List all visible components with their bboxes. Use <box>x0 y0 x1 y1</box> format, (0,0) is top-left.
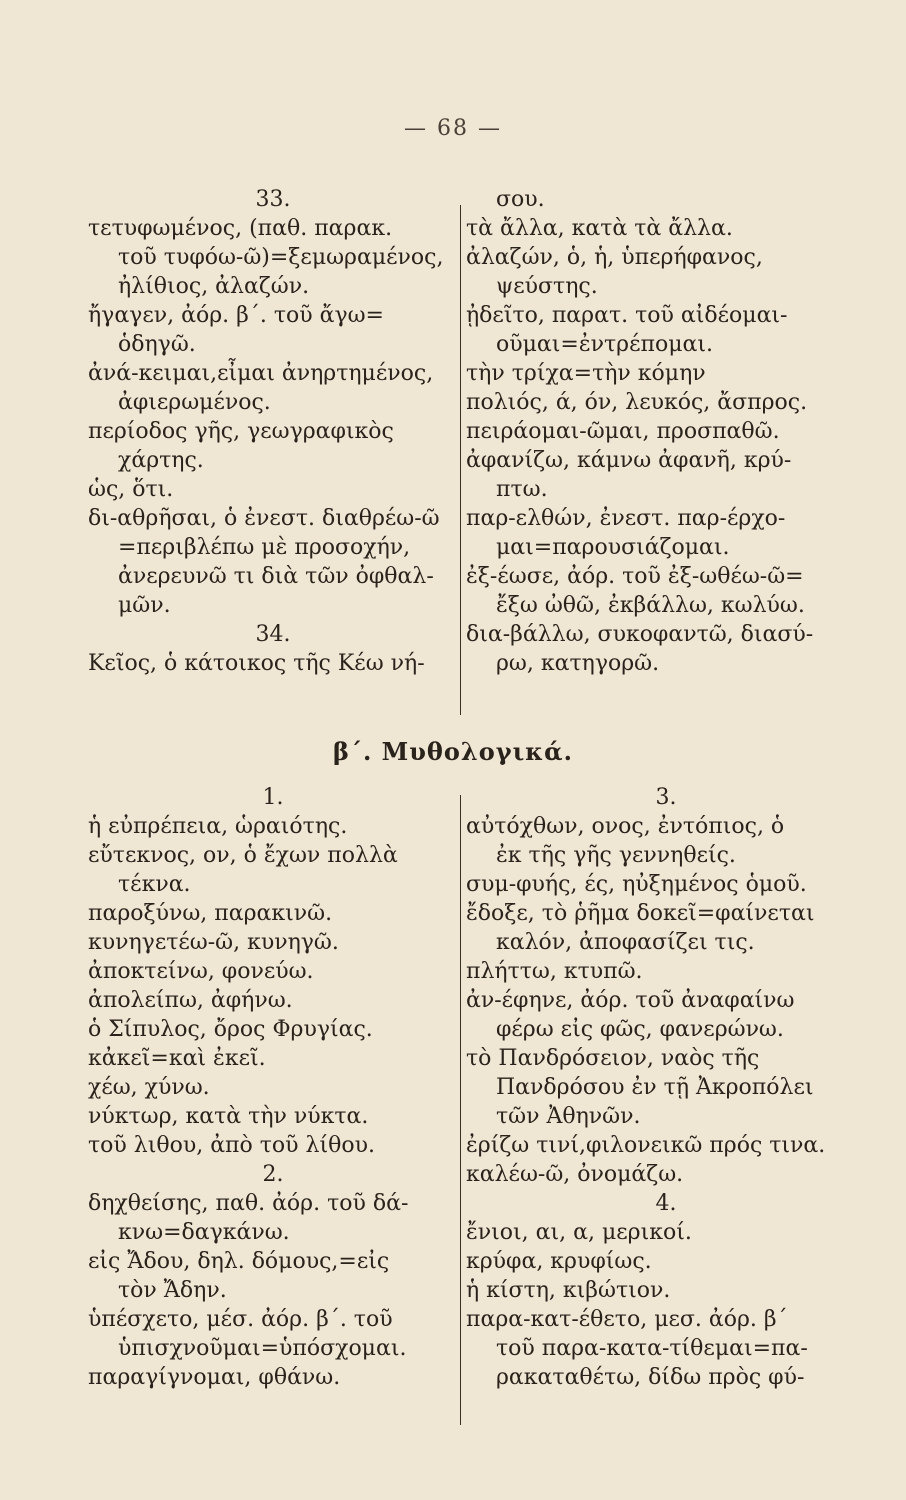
entry-number: 4. <box>655 1191 677 1216</box>
bottom-left-column <box>88 783 458 1392</box>
glossary-line: εὔτεκνος, ον, ὁ ἔχων πολλὰ <box>88 843 398 868</box>
entry-number: 33. <box>255 187 291 212</box>
section-heading: β΄. Μυθολογικά. <box>333 737 573 766</box>
glossary-line: τὰ ἄλλα, κατὰ τὰ ἄλλα. <box>466 216 733 241</box>
glossary-line: σου. <box>496 187 545 212</box>
glossary-line: τὴν τρίχα=τὴν κόμην <box>466 361 706 386</box>
bottom-right-column <box>466 783 866 1392</box>
glossary-line: ὁδηγῶ. <box>118 332 196 357</box>
glossary-line: ὑπέσχετο, μέσ. ἀόρ. β΄. τοῦ <box>88 1307 393 1332</box>
glossary-line: παροξύνω, παρακινῶ. <box>88 901 333 926</box>
glossary-line: τετυφωμένος, (παθ. παρακ. <box>88 216 393 241</box>
glossary-line: κνω=δαγκάνω. <box>118 1220 290 1245</box>
glossary-line: ἐκ τῆς γῆς γεννηθείς. <box>496 843 736 868</box>
glossary-line: συμ-φυής, ές, ηὐξημένος ὁμοῦ. <box>466 872 807 897</box>
glossary-line: ἡ κίστη, κιβώτιον. <box>466 1278 671 1303</box>
glossary-line: παρα-κατ-έθετο, μεσ. ἀόρ. β΄ <box>466 1307 788 1332</box>
glossary-line: μῶν. <box>118 593 171 618</box>
glossary-line: πολιός, ά, όν, λευκός, ἄσπρος. <box>466 390 808 415</box>
glossary-line: τὸν Ἄδην. <box>118 1278 227 1303</box>
column-divider-top <box>460 205 461 715</box>
glossary-line: ἀφιερωμένος. <box>118 390 271 415</box>
glossary-line: τὸ Πανδρόσειον, ναὸς τῆς <box>466 1046 760 1071</box>
glossary-line: ἀνά-κειμαι,εἶμαι ἀνηρτημένος, <box>88 361 434 386</box>
glossary-line: τῶν Ἀθηνῶν. <box>496 1104 641 1129</box>
entry-number: 2. <box>262 1162 284 1187</box>
glossary-line: ὑπισχνοῦμαι=ὑπόσχομαι. <box>118 1336 407 1361</box>
glossary-line: τοῦ τυφόω-ῶ)=ξεμωραμένος, <box>118 245 444 270</box>
glossary-line: ἀνερευνῶ τι διὰ τῶν ὀφθαλ- <box>118 564 434 589</box>
glossary-line: καλόν, ἀποφασίζει τις. <box>496 930 755 955</box>
glossary-line: ψεύστης. <box>496 274 598 299</box>
glossary-line: παρ-ελθών, ἐνεστ. παρ-έρχο- <box>466 506 786 531</box>
glossary-line: ἤγαγεν, ἀόρ. β΄. τοῦ ἄγω= <box>88 303 384 328</box>
glossary-line: =περιβλέπω μὲ προσοχήν, <box>118 535 411 560</box>
glossary-line: περίοδος γῆς, γεωγραφικὸς <box>88 419 394 444</box>
glossary-line: παραγίγνομαι, φθάνω. <box>88 1365 341 1390</box>
glossary-line: ἐρίζω τινί,φιλονεικῶ πρός τινα. <box>466 1133 826 1158</box>
glossary-line: ἔνιοι, αι, α, μερικοί. <box>466 1220 692 1245</box>
glossary-line: Κεῖος, ὁ κάτοικος τῆς Κέω νή- <box>88 651 425 676</box>
glossary-line: καλέω-ῶ, ὀνομάζω. <box>466 1162 684 1187</box>
page-number: — 68 — <box>404 116 502 141</box>
glossary-line: φέρω εἰς φῶς, φανερώνω. <box>496 1017 784 1042</box>
glossary-line: τοῦ παρα-κατα-τίθεμαι=πα- <box>496 1336 808 1361</box>
entry-number: 3. <box>655 785 677 810</box>
glossary-line: ᾐδεῖτο, παρατ. τοῦ αἰδέομαι- <box>466 303 788 328</box>
glossary-line: τοῦ λιθου, ἀπὸ τοῦ λίθου. <box>88 1133 375 1158</box>
glossary-line: ρακαταθέτω, δίδω πρὸς φύ- <box>496 1365 805 1390</box>
glossary-line: ἐξ-έωσε, ἀόρ. τοῦ ἐξ-ωθέω-ῶ= <box>466 564 804 589</box>
glossary-line: εἰς Ἄδου, δηλ. δόμους,=εἰς <box>88 1249 390 1274</box>
glossary-line: ἔδοξε, τὸ ῥῆμα δοκεῖ=φαίνεται <box>466 901 815 926</box>
glossary-line: ἀπολείπω, ἀφήνω. <box>88 988 293 1013</box>
glossary-line: πτω. <box>496 477 548 502</box>
glossary-line: ἠλίθιος, ἀλαζών. <box>118 274 310 299</box>
glossary-line: κυνηγετέω-ῶ, κυνηγῶ. <box>88 930 339 955</box>
entry-number: 1. <box>262 785 284 810</box>
glossary-line: χέω, χύνω. <box>88 1075 210 1100</box>
glossary-line: δι-αθρῆσαι, ὁ ἐνεστ. διαθρέω-ῶ <box>88 506 440 531</box>
glossary-line: κρύφα, κρυφίως. <box>466 1249 652 1274</box>
top-left-column <box>88 185 458 678</box>
glossary-line: οῦμαι=ἐντρέπομαι. <box>496 332 713 357</box>
glossary-line: δηχθείσης, παθ. ἀόρ. τοῦ δά- <box>88 1191 409 1216</box>
glossary-line: πειράομαι-ῶμαι, προσπαθῶ. <box>466 419 780 444</box>
glossary-line: κἀκεῖ=καὶ ἐκεῖ. <box>88 1046 266 1071</box>
glossary-line: τέκνα. <box>118 872 191 897</box>
glossary-line: ἀποκτείνω, φονεύω. <box>88 959 314 984</box>
glossary-line: ἡ εὐπρέπεια, ὡραιότης. <box>88 814 348 839</box>
glossary-line: ἀλαζών, ὁ, ἡ, ὑπερήφανος, <box>466 245 763 270</box>
glossary-line: ὡς, ὅτι. <box>88 477 174 502</box>
glossary-line: ἀφανίζω, κάμνω ἀφανῆ, κρύ- <box>466 448 792 473</box>
glossary-line: ἔξω ὠθῶ, ἐκβάλλω, κωλύω. <box>496 593 805 618</box>
glossary-line: δια-βάλλω, συκοφαντῶ, διασύ- <box>466 622 814 647</box>
column-divider-bottom <box>460 795 461 1425</box>
top-right-column <box>466 185 866 678</box>
glossary-line: ρω, κατηγορῶ. <box>496 651 660 676</box>
glossary-line: νύκτωρ, κατὰ τὴν νύκτα. <box>88 1104 369 1129</box>
glossary-line: χάρτης. <box>118 448 204 473</box>
glossary-line: μαι=παρουσιάζομαι. <box>496 535 730 560</box>
entry-number: 34. <box>255 622 291 647</box>
glossary-line: ἀν-έφηνε, ἀόρ. τοῦ ἀναφαίνω <box>466 988 795 1013</box>
glossary-line: πλήττω, κτυπῶ. <box>466 959 643 984</box>
glossary-line: Πανδρόσου ἐν τῇ Ἀκροπόλει <box>496 1075 814 1100</box>
glossary-line: ὁ Σίπυλος, ὄρος Φρυγίας. <box>88 1017 373 1042</box>
glossary-line: αὐτόχθων, ονος, ἐντόπιος, ὁ <box>466 814 785 839</box>
